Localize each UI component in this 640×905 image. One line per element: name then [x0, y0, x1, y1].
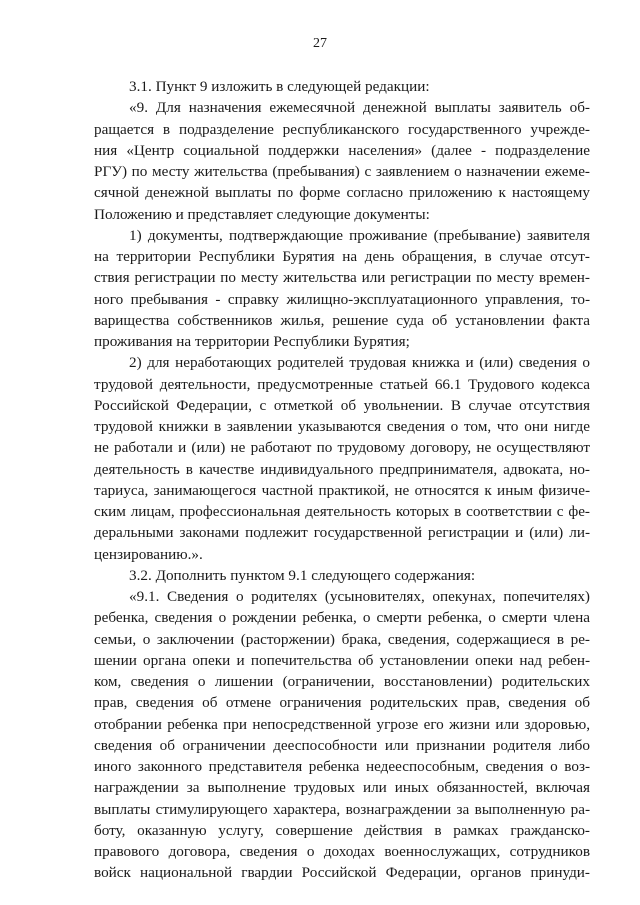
text-line: войск национальной гвардии Российской Федерации, органов принуди- — [94, 864, 590, 882]
text-line: тариуса, занимающегося частной практикой, не относятся к иным физиче- — [94, 481, 590, 499]
text-line: Положению и представляет следующие документы: — [94, 205, 430, 223]
text-line: РГУ) по месту жительства (пребывания) с заявлением о назначении ежеме- — [94, 163, 590, 180]
text-line: 3.1. Пункт 9 изложить в следующей редакции: — [129, 78, 430, 95]
text-line: проживания на территории Республики Бурятия; — [94, 333, 410, 350]
text-line: «9.1. Сведения о родителях (усыновителях, опекунах, попечителях) — [129, 588, 590, 605]
text-line: трудовой книжки в заявлении указываются сведения о том, что они нигде — [94, 418, 590, 435]
text-line: 2) для неработающих родителей трудовая книжка и (или) сведения о — [129, 354, 590, 372]
text-line: награждении за выполнение трудовых или иных обязанностей, включая — [94, 779, 590, 797]
text-line: выплаты стимулирующего характера, вознаграждении за выполненную ра- — [94, 800, 590, 818]
text-line: не работали и (или) не работают по трудовому договору, не осуществляют — [94, 439, 590, 457]
document-body — [94, 76, 590, 884]
text-line: прав, сведения об отмене ограничения родительских прав, сведения об — [94, 694, 590, 712]
text-line: ребенка, сведения о рождении ребенка, о смерти ребенка, о смерти члена — [94, 609, 590, 627]
text-line: деральными законами подлежит государственной регистрации и (или) ли- — [94, 524, 590, 542]
text-line: ного пребывания - справку жилищно-эксплуатационного управления, то- — [94, 290, 590, 308]
text-line: семьи, о заключении (расторжении) брака, сведения, содержащиеся в ре- — [94, 630, 590, 648]
text-line: сячной денежной выплаты по форме согласно приложению к настоящему — [94, 184, 590, 202]
text-line: Российской Федерации, с отметкой об увольнении. В случае отсутствия — [94, 396, 590, 414]
page-number: 27 — [313, 36, 327, 51]
text-line: ским лицам, профессиональная деятельность которых в соответствии с фе- — [94, 503, 590, 520]
text-line: ния «Центр социальной поддержки населения» (далее - подразделение — [94, 141, 590, 159]
text-line: 3.2. Дополнить пунктом 9.1 следующего содержания: — [129, 566, 476, 584]
text-line: варищества собственников жилья, решение суда об установлении факта — [94, 311, 590, 329]
text-line: шении органа опеки и попечительства об установлении опеки над ребен- — [94, 651, 590, 669]
text-line: деятельность в качестве индивидуального предпринимателя, адвоката, но- — [94, 460, 590, 478]
text-line: ствия регистрации по месту жительства или регистрации по месту времен- — [94, 269, 590, 287]
text-line: цензированию.». — [94, 545, 203, 563]
text-line: ком, сведения о лишении (ограничении, восстановлении) родительских — [94, 673, 590, 690]
text-line: отобрании ребенка при непосредственной угрозе его жизни или здоровью, — [94, 715, 590, 733]
text-line: боту, оказанную услугу, совершение действия в рамках гражданско- — [94, 821, 590, 839]
text-line: ращается в подразделение республиканского государственного учрежде- — [94, 120, 590, 138]
text-line: правового договора, сведения о доходах военнослужащих, сотрудников — [94, 843, 590, 860]
text-line: 1) документы, подтверждающие проживание (пребывание) заявителя — [129, 226, 590, 244]
text-line: сведения об ограничении дееспособности или признании родителя либо — [94, 736, 590, 754]
text-line: «9. Для назначения ежемесячной денежной выплаты заявитель об- — [129, 99, 590, 117]
text-line: трудовой деятельности, предусмотренные статьей 66.1 Трудового кодекса — [94, 375, 590, 393]
text-line: иного законного представителя ребенка недееспособным, сведения о воз- — [94, 758, 590, 775]
text-line: на территории Республики Бурятия на день обращения, в случае отсут- — [94, 248, 590, 265]
